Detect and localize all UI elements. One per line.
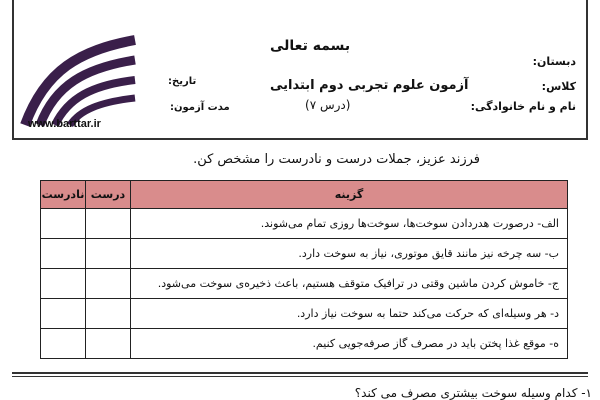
false-answer-cell[interactable] (41, 239, 86, 269)
logo-text: www.barttar.ir (28, 118, 101, 130)
false-header: نادرست (41, 181, 86, 209)
name-label: نام و نام خانوادگی: (470, 100, 576, 113)
option-header: گزینه (131, 181, 568, 209)
section-divider (12, 372, 588, 377)
true-answer-cell[interactable] (86, 209, 131, 239)
statement-text: ج- خاموش کردن ماشین وقتی در ترافیک متوقف هستیم، باعث ذخیره‌ی سوخت می‌شود. (131, 269, 568, 299)
school-label: دبستان: (532, 55, 576, 68)
true-header: درست (86, 181, 131, 209)
statement-text: د- هر وسیله‌ای که حرکت می‌کند حتما به سوخت نیاز دارد. (131, 299, 568, 329)
duration-label: مدت آزمون: (170, 102, 230, 113)
question-1: ۱- کدام وسیله سوخت بیشتری مصرف می کند؟ (354, 386, 592, 400)
table-row (41, 299, 568, 329)
exam-title: آزمون علوم تجربی دوم ابتدایی (270, 78, 469, 93)
table-row (41, 329, 568, 359)
date-label: تاریخ: (168, 76, 197, 87)
table-row (41, 239, 568, 269)
true-answer-cell[interactable] (86, 239, 131, 269)
false-answer-cell[interactable] (41, 269, 86, 299)
class-label: کلاس: (541, 80, 576, 93)
statement-text: الف- درصورت هدردادن سوخت‌ها، سوخت‌ها روزی تمام می‌شوند. (131, 209, 568, 239)
true-answer-cell[interactable] (86, 269, 131, 299)
false-answer-cell[interactable] (41, 299, 86, 329)
statement-text: ب- سه چرخه نیز مانند قایق موتوری، نیاز به سوخت دارد. (131, 239, 568, 269)
false-answer-cell[interactable] (41, 209, 86, 239)
table-row (41, 269, 568, 299)
lesson-label: (درس ۷) (305, 98, 351, 112)
bismillah: بسمه تعالی (270, 38, 351, 54)
instruction-text: فرزند عزیز، جملات درست و نادرست را مشخص کن. (193, 152, 480, 167)
true-answer-cell[interactable] (86, 299, 131, 329)
true-answer-cell[interactable] (86, 329, 131, 359)
true-false-table (40, 180, 568, 359)
false-answer-cell[interactable] (41, 329, 86, 359)
statement-text: ه- موقع غذا پختن باید در مصرف گاز صرفه‌جویی کنیم. (131, 329, 568, 359)
table-row (41, 209, 568, 239)
table-header-row (41, 181, 568, 209)
